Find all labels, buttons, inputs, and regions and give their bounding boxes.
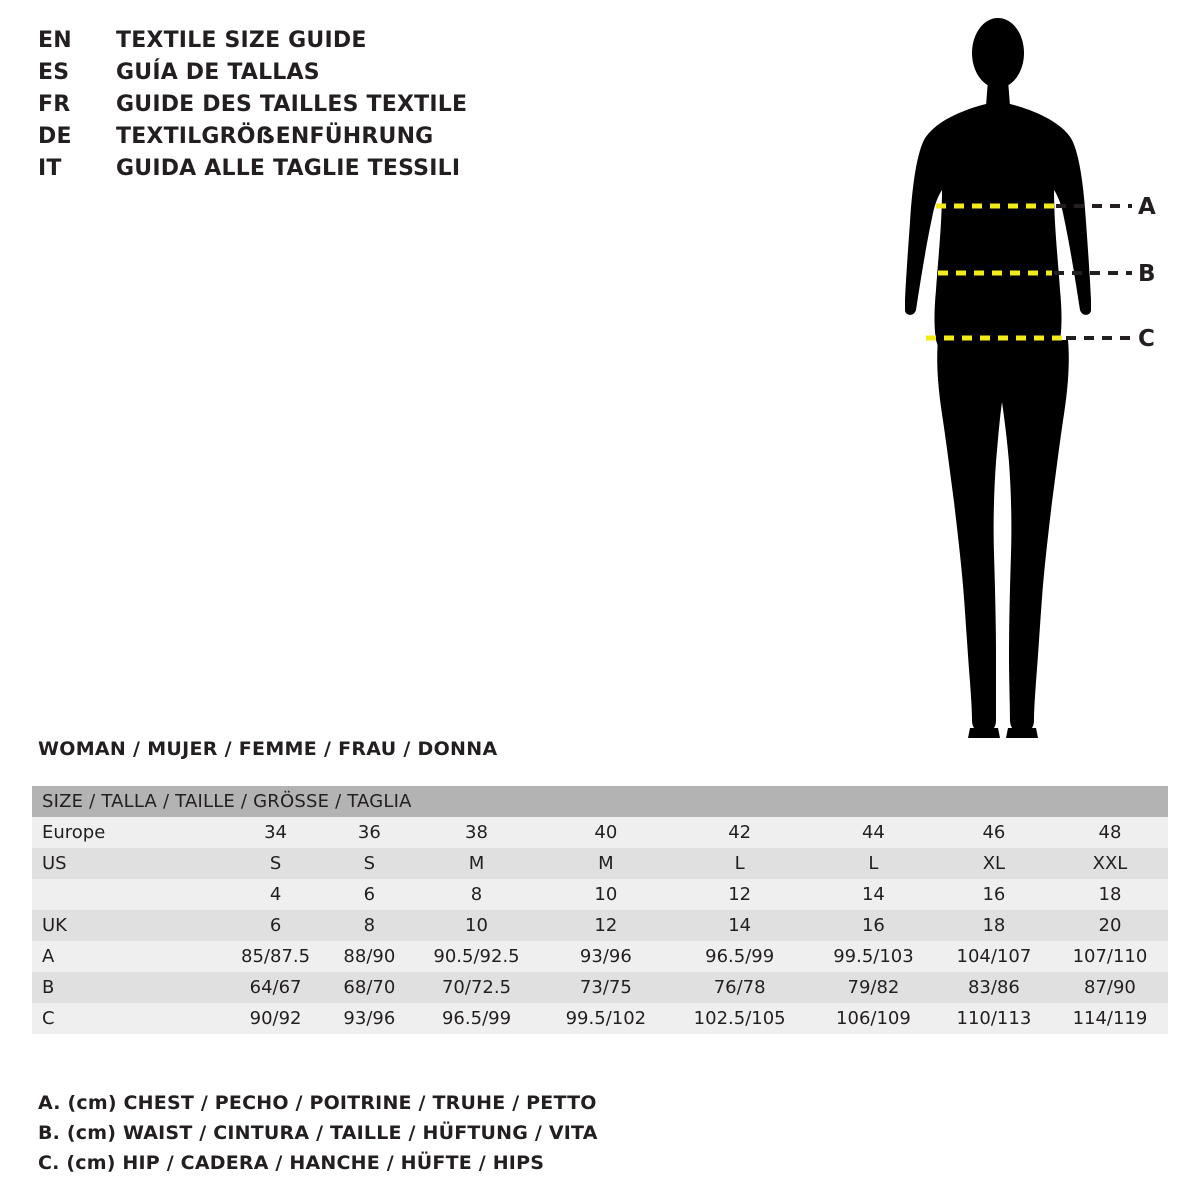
table-cell: 83/86 (936, 972, 1052, 1003)
table-cell: 85/87.5 (222, 941, 329, 972)
table-cell: 4 (222, 879, 329, 910)
table-cell: M (410, 848, 544, 879)
legend-item-a: A. (cm) CHEST / PECHO / POITRINE / TRUHE / PETTO (38, 1092, 597, 1114)
table-cell: S (222, 848, 329, 879)
table-cell: 107/110 (1052, 941, 1168, 972)
table-cell: 96.5/99 (410, 1003, 544, 1034)
table-row (32, 1003, 1168, 1034)
table-cell: 90/92 (222, 1003, 329, 1034)
table-cell: 34 (222, 817, 329, 848)
table-cell: 38 (410, 817, 544, 848)
language-code: FR (38, 92, 71, 117)
table-cell: 106/109 (811, 1003, 936, 1034)
table-cell: 10 (410, 910, 544, 941)
table-cell: XL (936, 848, 1052, 879)
table-header-label: SIZE / TALLA / TAILLE / GRÖSSE / TAGLIA (32, 786, 1168, 817)
table-row (32, 910, 1168, 941)
table-cell: 16 (936, 879, 1052, 910)
language-row (38, 28, 658, 60)
woman-silhouette-icon (850, 10, 1190, 750)
language-row (38, 156, 658, 188)
measure-label-b: B (1138, 261, 1156, 287)
table-cell: 99.5/102 (543, 1003, 668, 1034)
row-label: US (32, 848, 222, 879)
table-cell: L (668, 848, 811, 879)
language-title: GUIDA ALLE TAGLIE TESSILI (116, 156, 461, 181)
language-row (38, 92, 658, 124)
table-cell: 93/96 (329, 1003, 409, 1034)
table-cell: 70/72.5 (410, 972, 544, 1003)
table-cell: 102.5/105 (668, 1003, 811, 1034)
measure-label-a: A (1138, 194, 1156, 220)
language-code: IT (38, 156, 62, 181)
row-label: C (32, 1003, 222, 1034)
table-cell: 68/70 (329, 972, 409, 1003)
table-cell: 48 (1052, 817, 1168, 848)
table-row (32, 972, 1168, 1003)
table-cell: 36 (329, 817, 409, 848)
legend-item-b: B. (cm) WAIST / CINTURA / TAILLE / HÜFTUNG / VITA (38, 1122, 598, 1144)
table-cell: 10 (543, 879, 668, 910)
language-title: TEXTILGRÖẞENFÜHRUNG (116, 124, 434, 149)
table-row (32, 817, 1168, 848)
language-title: GUÍA DE TALLAS (116, 60, 320, 85)
table-cell: 14 (668, 910, 811, 941)
table-cell: L (811, 848, 936, 879)
table-cell: 8 (410, 879, 544, 910)
size-table (32, 786, 1168, 1034)
table-cell: 12 (668, 879, 811, 910)
table-cell: 44 (811, 817, 936, 848)
table-cell: 110/113 (936, 1003, 1052, 1034)
language-row (38, 124, 658, 156)
table-cell: 46 (936, 817, 1052, 848)
table-cell: 42 (668, 817, 811, 848)
table-cell: 104/107 (936, 941, 1052, 972)
measure-label-c: C (1138, 326, 1155, 352)
table-header-row (32, 786, 1168, 817)
row-label: A (32, 941, 222, 972)
row-label (32, 879, 222, 910)
table-cell: 99.5/103 (811, 941, 936, 972)
row-label: Europe (32, 817, 222, 848)
table-cell: 79/82 (811, 972, 936, 1003)
table-cell: 87/90 (1052, 972, 1168, 1003)
table-cell: 64/67 (222, 972, 329, 1003)
legend-item-c: C. (cm) HIP / CADERA / HANCHE / HÜFTE / HIPS (38, 1152, 545, 1174)
table-cell: 18 (1052, 879, 1168, 910)
language-row (38, 60, 658, 92)
table-cell: 88/90 (329, 941, 409, 972)
section-title: WOMAN / MUJER / FEMME / FRAU / DONNA (38, 738, 498, 760)
table-cell: 20 (1052, 910, 1168, 941)
table-cell: 90.5/92.5 (410, 941, 544, 972)
table-cell: 18 (936, 910, 1052, 941)
language-title: TEXTILE SIZE GUIDE (116, 28, 367, 53)
table-cell: 8 (329, 910, 409, 941)
language-title-list (38, 28, 658, 188)
table-cell: S (329, 848, 409, 879)
language-code: ES (38, 60, 70, 85)
measurement-figure (850, 10, 1190, 750)
table-cell: 16 (811, 910, 936, 941)
table-cell: 6 (222, 910, 329, 941)
table-row (32, 879, 1168, 910)
table-cell: 93/96 (543, 941, 668, 972)
table-cell: M (543, 848, 668, 879)
table-cell: 96.5/99 (668, 941, 811, 972)
table-row (32, 848, 1168, 879)
table-cell: 14 (811, 879, 936, 910)
language-code: DE (38, 124, 72, 149)
table-row (32, 941, 1168, 972)
table-cell: 12 (543, 910, 668, 941)
language-title: GUIDE DES TAILLES TEXTILE (116, 92, 468, 117)
table-cell: 76/78 (668, 972, 811, 1003)
table-cell: 40 (543, 817, 668, 848)
table-cell: XXL (1052, 848, 1168, 879)
row-label: UK (32, 910, 222, 941)
table-cell: 114/119 (1052, 1003, 1168, 1034)
measurement-legend (38, 1088, 838, 1178)
table-cell: 73/75 (543, 972, 668, 1003)
row-label: B (32, 972, 222, 1003)
language-code: EN (38, 28, 72, 53)
table-cell: 6 (329, 879, 409, 910)
